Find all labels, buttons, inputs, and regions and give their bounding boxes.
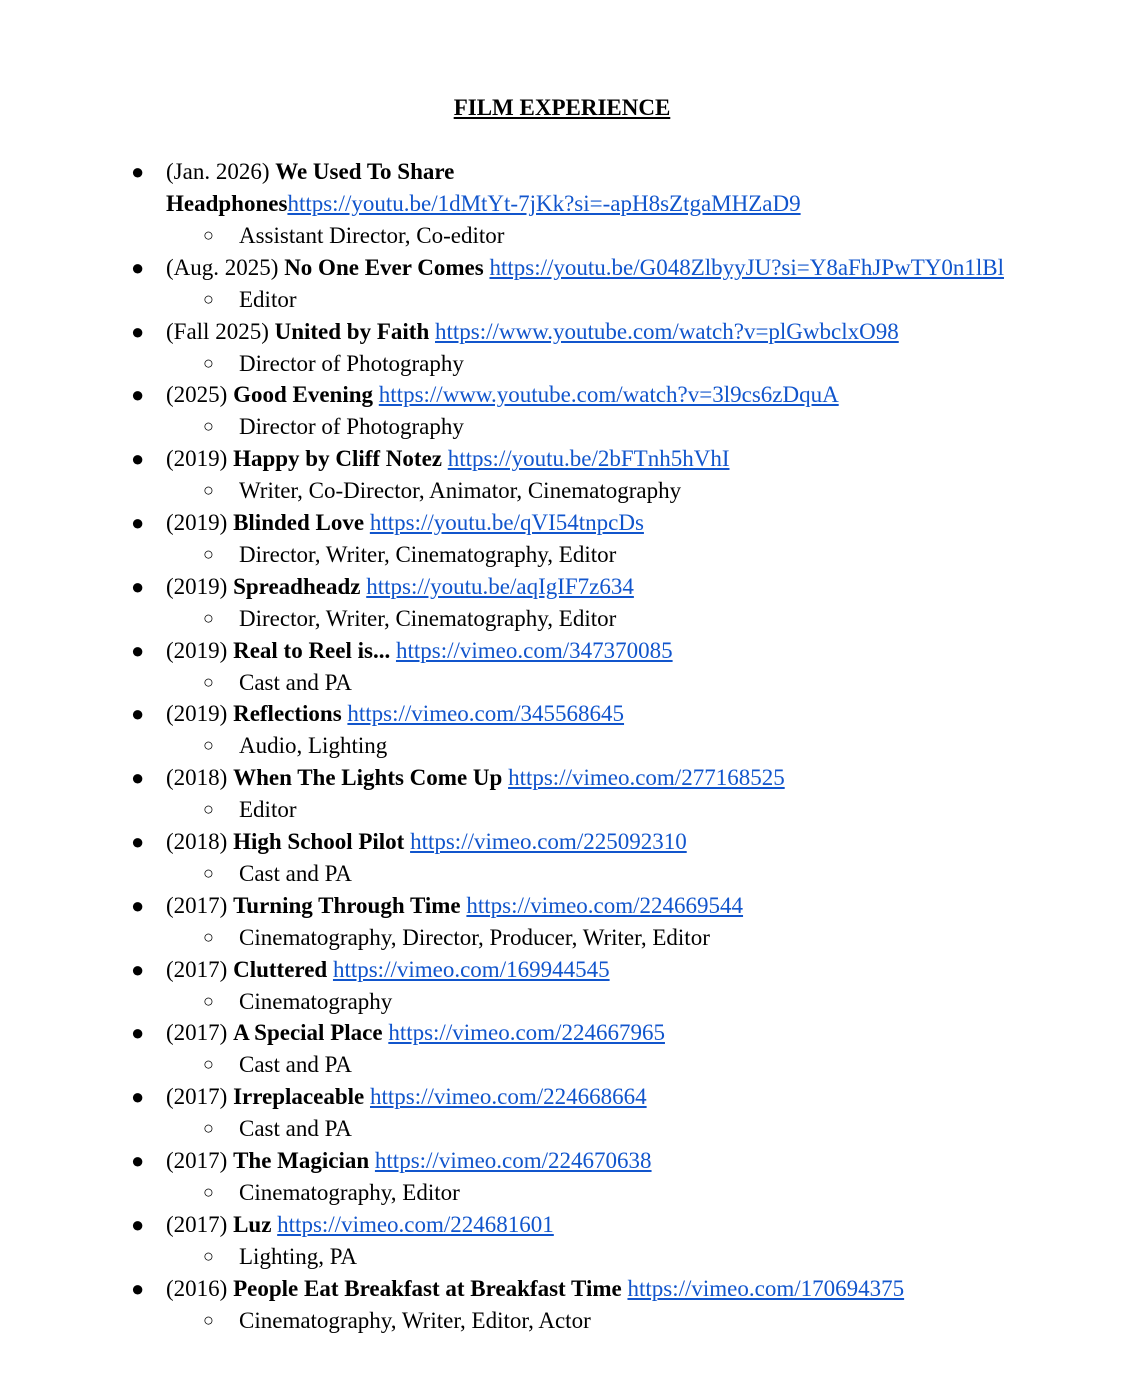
entry-title: Spreadheadz <box>233 573 361 599</box>
bullet-icon: ● <box>131 382 145 408</box>
entry-link[interactable]: https://www.youtube.com/watch?v=3l9cs6zDquA <box>378 382 839 408</box>
entry-roles: Director, Writer, Cinematography, Editor <box>239 605 617 631</box>
entry-link[interactable]: https://www.youtube.com/watch?v=plGwbclxO98 <box>435 318 899 344</box>
entry-year: (2017) <box>166 892 228 918</box>
entry-line <box>0 635 1148 667</box>
circle-bullet-icon: ○ <box>203 1245 214 1266</box>
entry-roles: Director, Writer, Cinematography, Editor <box>239 541 617 567</box>
bullet-icon: ● <box>131 765 145 791</box>
entry-link[interactable]: https://youtu.be/qVI54tnpcDs <box>369 509 644 535</box>
circle-bullet-icon: ○ <box>203 1181 214 1202</box>
entry-roles: Editor <box>239 286 297 312</box>
role-line <box>0 475 1148 507</box>
entry-roles: Audio, Lighting <box>239 733 388 759</box>
entry-roles: Director of Photography <box>239 350 464 376</box>
role-line <box>0 284 1148 316</box>
bullet-icon: ● <box>131 254 145 280</box>
entry-title: The Magician <box>233 1147 370 1173</box>
entry-title: When The Lights Come Up <box>233 765 503 791</box>
entry-title: Blinded Love <box>233 509 365 535</box>
entry-title: Turning Through Time <box>233 892 461 918</box>
entry-line <box>0 316 1148 348</box>
entry-line <box>0 1145 1148 1177</box>
bullet-icon: ● <box>131 1211 145 1237</box>
entry-link[interactable]: https://vimeo.com/277168525 <box>508 765 785 791</box>
role-line <box>0 220 1148 252</box>
entry-line <box>0 156 1148 188</box>
entry-line <box>0 890 1148 922</box>
entry-title: Happy by Cliff Notez <box>233 446 442 472</box>
list-item <box>0 156 1148 252</box>
entry-line <box>0 698 1148 730</box>
bullet-icon: ● <box>131 828 145 854</box>
bullet-icon: ● <box>131 159 145 184</box>
role-line <box>0 411 1148 443</box>
list-item <box>0 826 1148 890</box>
circle-bullet-icon: ○ <box>203 799 214 820</box>
bullet-icon: ● <box>131 509 145 535</box>
film-list <box>0 156 1148 1336</box>
entry-line <box>0 1017 1148 1049</box>
role-line <box>0 1241 1148 1273</box>
entry-line <box>0 826 1148 858</box>
entry-link[interactable]: https://vimeo.com/225092310 <box>410 828 687 854</box>
entry-year: (2017) <box>166 1020 228 1046</box>
entry-roles: Director of Photography <box>239 414 464 440</box>
entry-link[interactable]: https://vimeo.com/345568645 <box>347 701 625 727</box>
entry-roles: Cinematography, Director, Producer, Writer, Editor <box>239 924 710 950</box>
entry-year: (2019) <box>166 446 228 472</box>
circle-bullet-icon: ○ <box>203 543 214 564</box>
bullet-icon: ● <box>131 956 145 982</box>
entry-line <box>0 443 1148 475</box>
entry-title-part2: Headphones <box>166 191 288 216</box>
entry-title: Real to Reel is... <box>233 637 391 663</box>
list-item <box>0 1209 1148 1273</box>
bullet-icon: ● <box>131 1084 145 1110</box>
page-title: FILM EXPERIENCE <box>453 95 671 120</box>
entry-year: (Aug. 2025) <box>166 254 279 280</box>
role-line <box>0 1177 1148 1209</box>
list-item <box>0 443 1148 507</box>
circle-bullet-icon: ○ <box>203 671 214 692</box>
entry-year: (2017) <box>166 1147 228 1173</box>
entry-line <box>0 252 1148 284</box>
role-line <box>0 794 1148 826</box>
entry-link[interactable]: https://vimeo.com/224667965 <box>388 1020 665 1046</box>
list-item <box>0 1145 1148 1209</box>
entry-title-part1: We Used To Share <box>275 159 455 184</box>
list-item <box>0 890 1148 954</box>
entry-link[interactable]: https://youtu.be/G048ZlbyyJU?si=Y8aFhJPwTY0n1lBl <box>489 254 1004 280</box>
entry-roles: Assistant Director, Co-editor <box>239 223 505 248</box>
entry-roles: Cast and PA <box>239 1116 352 1142</box>
list-item <box>0 316 1148 380</box>
entry-roles: Cast and PA <box>239 860 352 886</box>
list-item <box>0 762 1148 826</box>
list-item <box>0 252 1148 316</box>
entry-title: Cluttered <box>233 956 328 982</box>
circle-bullet-icon: ○ <box>203 1054 214 1075</box>
circle-bullet-icon: ○ <box>203 416 214 437</box>
entry-link[interactable]: https://vimeo.com/170694375 <box>627 1275 905 1301</box>
role-line <box>0 1305 1148 1337</box>
entry-year: (2019) <box>166 573 228 599</box>
entry-title: Irreplaceable <box>233 1084 365 1110</box>
entry-link[interactable]: https://vimeo.com/224669544 <box>466 892 744 918</box>
entry-title: Good Evening <box>233 382 374 408</box>
list-item <box>0 507 1148 571</box>
entry-link[interactable]: https://vimeo.com/224681601 <box>277 1211 554 1237</box>
entry-year: (2018) <box>166 765 228 791</box>
entry-year: (2016) <box>166 1275 228 1301</box>
entry-line <box>0 1081 1148 1113</box>
role-line <box>0 858 1148 890</box>
entry-line <box>0 954 1148 986</box>
role-line <box>0 348 1148 380</box>
list-item <box>0 571 1148 635</box>
circle-bullet-icon: ○ <box>203 990 214 1011</box>
circle-bullet-icon: ○ <box>203 288 214 309</box>
list-item <box>0 954 1148 1018</box>
entry-roles: Cinematography, Writer, Editor, Actor <box>239 1307 591 1333</box>
entry-title: Luz <box>233 1211 272 1237</box>
entry-link[interactable]: https://vimeo.com/224670638 <box>374 1147 652 1173</box>
entry-year: (2019) <box>166 637 228 663</box>
entry-roles: Cast and PA <box>239 1052 352 1078</box>
entry-title: People Eat Breakfast at Breakfast Time <box>233 1275 622 1301</box>
entry-link[interactable]: https://vimeo.com/347370085 <box>395 637 673 663</box>
list-item <box>0 698 1148 762</box>
entry-line-continued <box>0 188 1148 220</box>
bullet-icon: ● <box>131 701 145 727</box>
circle-bullet-icon: ○ <box>203 1118 214 1139</box>
entry-link[interactable]: https://youtu.be/2bFTnh5hVhI <box>447 446 730 472</box>
circle-bullet-icon: ○ <box>203 1309 214 1330</box>
circle-bullet-icon: ○ <box>203 862 214 883</box>
entry-line <box>0 379 1148 411</box>
entry-year: (2017) <box>166 1084 228 1110</box>
circle-bullet-icon: ○ <box>203 735 214 756</box>
bullet-icon: ● <box>131 1275 145 1301</box>
list-item <box>0 1273 1148 1337</box>
role-line <box>0 667 1148 699</box>
entry-title: A Special Place <box>233 1020 383 1046</box>
role-line <box>0 730 1148 762</box>
role-line <box>0 1049 1148 1081</box>
bullet-icon: ● <box>131 446 145 472</box>
list-item <box>0 1081 1148 1145</box>
entry-roles: Cinematography, Editor <box>239 1179 460 1205</box>
entry-link[interactable]: https://vimeo.com/224668664 <box>369 1084 647 1110</box>
entry-title: United by Faith <box>274 318 430 344</box>
bullet-icon: ● <box>131 573 145 599</box>
circle-bullet-icon: ○ <box>203 607 214 628</box>
circle-bullet-icon: ○ <box>203 225 214 245</box>
entry-year: (2017) <box>166 1211 228 1237</box>
role-line <box>0 986 1148 1018</box>
entry-year: (Fall 2025) <box>166 318 269 344</box>
entry-year: (2019) <box>166 701 228 727</box>
entry-roles: Cast and PA <box>239 669 352 695</box>
circle-bullet-icon: ○ <box>203 926 214 947</box>
entry-line <box>0 507 1148 539</box>
entry-link[interactable]: https://youtu.be/1dMtYt-7jKk?si=-apH8sZtgaMHZaD9 <box>287 191 801 216</box>
circle-bullet-icon: ○ <box>203 480 214 501</box>
role-line <box>0 603 1148 635</box>
entry-line <box>0 571 1148 603</box>
list-item <box>0 379 1148 443</box>
entry-line <box>0 1209 1148 1241</box>
role-line <box>0 1113 1148 1145</box>
entry-year: (2018) <box>166 828 228 854</box>
entry-year: (2019) <box>166 509 228 535</box>
bullet-icon: ● <box>131 892 145 918</box>
list-item <box>0 1017 1148 1081</box>
bullet-icon: ● <box>131 1020 145 1046</box>
entry-roles: Writer, Co-Director, Animator, Cinematography <box>239 478 682 504</box>
entry-title: No One Ever Comes <box>284 254 484 280</box>
role-line <box>0 922 1148 954</box>
entry-title: High School Pilot <box>233 828 405 854</box>
circle-bullet-icon: ○ <box>203 352 214 373</box>
bullet-icon: ● <box>131 318 145 344</box>
bullet-icon: ● <box>131 1147 145 1173</box>
entry-roles: Editor <box>239 797 297 823</box>
entry-roles: Cinematography <box>239 988 393 1014</box>
entry-line <box>0 762 1148 794</box>
entry-title: Reflections <box>233 701 342 727</box>
entry-year: (2025) <box>166 382 228 408</box>
entry-year: (Jan. 2026) <box>166 159 270 184</box>
role-line <box>0 539 1148 571</box>
entry-link[interactable]: https://youtu.be/aqIgIF7z634 <box>366 573 634 599</box>
entry-link[interactable]: https://vimeo.com/169944545 <box>332 956 610 982</box>
bullet-icon: ● <box>131 637 145 663</box>
entry-line <box>0 1273 1148 1305</box>
entry-roles: Lighting, PA <box>239 1243 358 1269</box>
list-item <box>0 635 1148 699</box>
entry-year: (2017) <box>166 956 228 982</box>
